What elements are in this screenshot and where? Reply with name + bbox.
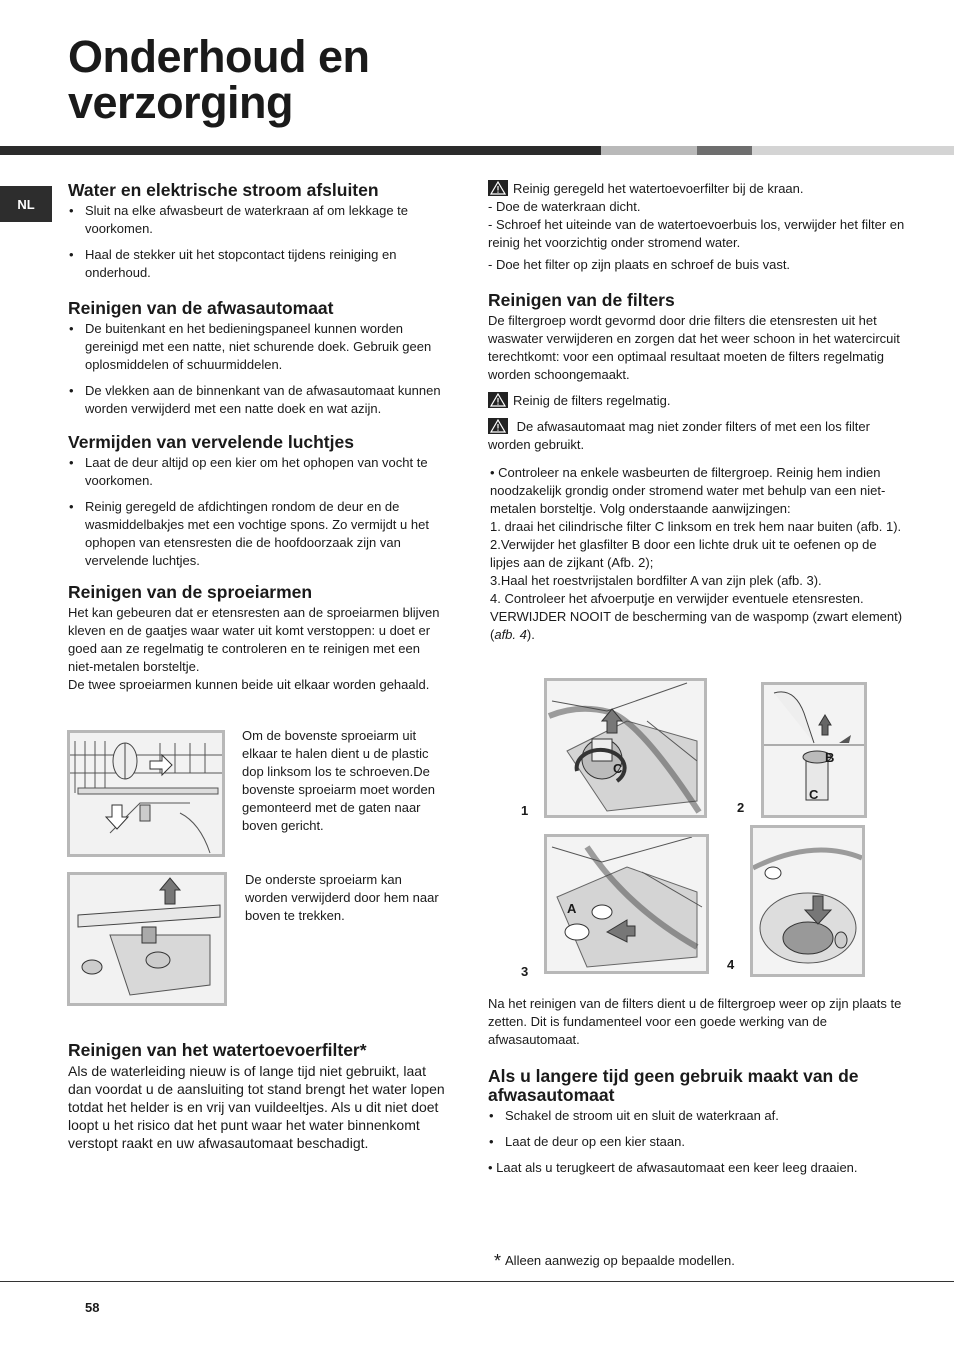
heading-luchtjes: Vermijden van vervelende luchtjes bbox=[68, 432, 354, 452]
list-item: • Sluit na elke afwasbeurt de waterkraan af om lekkage te voorkomen. bbox=[69, 203, 409, 236]
paragraph: Het kan gebeuren dat er etensresten aan de sproeiarmen blijven kleven en de gaatjes waar water uit komt verstoppen: u doet er goed aan ze regelmatig te controleren en te reinigen met een niet-metalen borsteltje. bbox=[68, 605, 440, 674]
lower-sprayarm-caption: De onderste sproeiarm kan worden verwijderd door hem naar boven te trekken. bbox=[245, 872, 439, 923]
heading-sproeiarmen: Reinigen van de sproeiarmen bbox=[68, 582, 313, 602]
right-column bbox=[488, 180, 906, 644]
instruction-line: - Doe de waterkraan dicht. bbox=[488, 199, 641, 214]
list-item: • Laat als u terugkeert de afwasautomaat een keer leeg draaien. bbox=[488, 1160, 858, 1175]
heading-langere-tijd: Als u langere tijd geen gebruik maakt van de afwasautomaat bbox=[488, 1066, 859, 1105]
paragraph: De filtergroep wordt gevormd door drie filters die etensresten uit het waswater verwijderen en zorgen dat het weer schoon in het watercircuit terechtkomt: voor een optimaal resultaat moeten de filters regelmatig worden schoongemaakt. bbox=[488, 313, 900, 382]
upper-sprayarm-illustration bbox=[67, 730, 225, 857]
figure-number-4: 4 bbox=[727, 957, 735, 972]
list-item: • Schakel de stroom uit en sluit de waterkraan af. bbox=[489, 1108, 779, 1123]
footer-rule bbox=[0, 1281, 954, 1282]
lower-sprayarm-illustration bbox=[67, 872, 227, 1006]
footnote: * Alleen aanwezig op bepaalde modellen. bbox=[494, 1251, 735, 1271]
figure-label-c: C bbox=[613, 761, 623, 776]
filter-figure-4 bbox=[750, 825, 865, 977]
heading-reinigen-afwasautomaat: Reinigen van de afwasautomaat bbox=[68, 298, 334, 318]
filter-figure-2 bbox=[761, 682, 867, 818]
figure-number-2: 2 bbox=[737, 800, 745, 815]
heading-water-stroom: Water en elektrische stroom afsluiten bbox=[68, 180, 379, 200]
figure-number-3: 3 bbox=[521, 964, 529, 979]
upper-sprayarm-caption: Om de bovenste sproeiarm uit elkaar te halen dient u de plastic dop linksom los te schroeven.De bovenste sproeiarm moet worden gemonteerd met de gaten naar boven gericht. bbox=[242, 728, 435, 833]
paragraph: De twee sproeiarmen kunnen beide uit elkaar worden gehaald. bbox=[68, 677, 430, 692]
header-rule-light-end bbox=[752, 146, 954, 155]
left-column-lower bbox=[68, 1040, 446, 1152]
right-column-lower bbox=[488, 995, 906, 1177]
list-item: • Haal de stekker uit het stopcontact tijdens reiniging en onderhoud. bbox=[69, 247, 397, 280]
figure-label-b: B bbox=[825, 750, 835, 765]
heading-filters: Reinigen van de filters bbox=[488, 290, 675, 310]
list-item: • Laat de deur altijd op een kier om het ophopen van vocht te voorkomen. bbox=[69, 455, 428, 488]
warning-row: Reinig geregeld het watertoevoerfilter bij de kraan. bbox=[488, 180, 906, 198]
header-rule-mid bbox=[697, 146, 752, 155]
paragraph: Als de waterleiding nieuw is of lange tijd niet gebruikt, laat dan voordat u de aansluiting tot stand brengt het water lopen totdat het helder is en vrij van vuildeeltjes. Als u dit niet doet loopt u het risico dat het punt waar het water binnenkomt verstopt raakt en uw afwasautomaat beschadigt. bbox=[68, 1063, 445, 1151]
paragraph: Na het reinigen van de filters dient u de filtergroep weer op zijn plaats te zetten. Dit is fundamenteel voor een goede werking van de afwasautomaat. bbox=[488, 996, 902, 1047]
list-item: • De buitenkant en het bedieningspaneel kunnen worden gereinigd met een natte, niet schurende doek. Gebruik geen oplosmiddelen of schuurmiddelen. bbox=[69, 321, 432, 372]
figure-number-1: 1 bbox=[521, 803, 529, 818]
warning-row: De afwasautomaat mag niet zonder filters of met een los filter worden gebruikt. bbox=[488, 419, 870, 452]
warning-row: Reinig de filters regelmatig. bbox=[488, 392, 906, 410]
filter-figure-3 bbox=[544, 834, 709, 974]
page-number: 58 bbox=[85, 1300, 100, 1315]
warning-icon bbox=[488, 392, 508, 408]
language-tab: NL bbox=[0, 186, 52, 222]
figure-label-a: A bbox=[567, 901, 577, 916]
instruction-line: - Schroef het uiteinde van de watertoevoerbuis los, verwijder het filter en reinig het voorzichtig onder stromend water. bbox=[488, 217, 905, 250]
warning-icon bbox=[488, 418, 508, 434]
page-title: Onderhoud en verzorging bbox=[68, 31, 370, 128]
header-rule-dark bbox=[0, 146, 601, 155]
list-item: • De vlekken aan de binnenkant van de afwasautomaat kunnen worden verwijderd met een natte doek en wat azijn. bbox=[69, 383, 441, 416]
header-rule-light bbox=[601, 146, 697, 155]
heading-watertoevoerfilter: Reinigen van het watertoevoerfilter* bbox=[68, 1040, 367, 1060]
instruction-line: - Doe het filter op zijn plaats en schroef de buis vast. bbox=[488, 257, 791, 272]
filter-figure-1 bbox=[544, 678, 707, 818]
filter-instructions: • Controleer na enkele wasbeurten de filtergroep. Reinig hem indien noodzakelijk grondig onder stromend water met behulp van een niet-metalen borsteltje. Volg onderstaande aanwijzingen: 1. draai het cilindrische filter C linksom en trek hem naar buiten (afb. 1). 2.Verwijder het glasfilter B door een lichte druk uit te oefenen op de lipjes aan de zijkant (Afb. 2); 3.Haal het roestvrijstalen bordfilter A van zijn plek (afb. 3). 4. Controleer het afvoerputje en verwijder eventuele etensresten. VERWIJDER NOOIT de bescherming van de waspomp (zwart element) (afb. 4). bbox=[490, 465, 903, 642]
figure-label-c2: C bbox=[809, 787, 819, 802]
list-item: • Laat de deur op een kier staan. bbox=[489, 1134, 685, 1149]
warning-icon bbox=[488, 180, 508, 196]
list-item: • Reinig geregeld de afdichtingen rondom de deur en de wasmiddelbakjes met een vochtige spons. Zo vermijdt u het ophopen van etensresten die de hoofdoorzaak zijn van vervelende luchtjes. bbox=[69, 499, 429, 568]
left-column bbox=[68, 180, 446, 694]
